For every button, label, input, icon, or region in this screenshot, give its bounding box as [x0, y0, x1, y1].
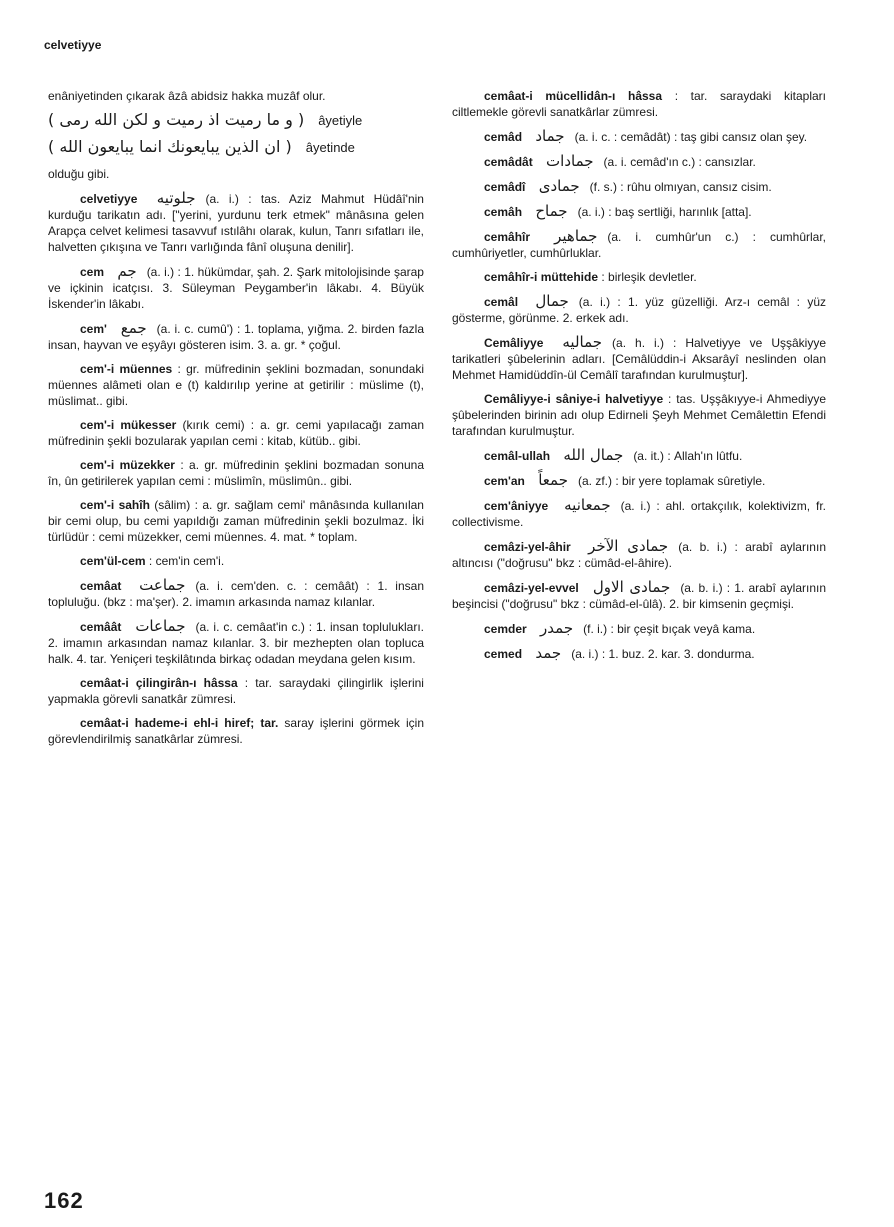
arabic-script: جماد [535, 127, 565, 145]
dictionary-entry [48, 675, 424, 707]
dictionary-entry [48, 88, 424, 104]
left-column [48, 88, 424, 755]
headword: cemâhîr-i müttehide [484, 270, 599, 284]
arabic-script: جماليه [562, 333, 603, 351]
headword: cem'ül-cem [80, 554, 146, 568]
arabic-script: جمع [120, 319, 147, 337]
headword: cemâh [484, 205, 523, 219]
definition: (a. i.) : 1. hükümdar, şah. 2. Şark mitolojisinde şarap ve içkinin icatçısı. 3. Süleyman Peygamber'in lâkabı. 4. Büyük İskender'in lâkabı. [48, 265, 424, 311]
arabic-script: جمعاً [538, 471, 568, 489]
arabic-script: جمد [535, 644, 562, 662]
definition: (a. i. cemâd'ın c.) : cansızlar. [603, 155, 756, 169]
definition: (f. i.) : bir çeşit bıçak veyâ kama. [583, 622, 756, 636]
headword: cem [80, 265, 105, 279]
definition: : cem'in cem'i. [148, 554, 225, 568]
headword: cemâat-i çilingirân-ı hâssa [80, 676, 238, 690]
dictionary-entry [452, 538, 826, 571]
definition: (a. b. i.) : arabî aylarının altıncısı ("doğrusu" bkz : cümâd-el-âhire). [452, 540, 826, 570]
dictionary-entry [452, 269, 826, 285]
dictionary-entry [48, 457, 424, 489]
dictionary-entry [452, 447, 826, 464]
arabic-script: جمادى الاول [592, 578, 671, 596]
headword: cemed [484, 647, 523, 661]
dictionary-entry [452, 391, 826, 439]
headword: Cemâliyye [484, 336, 544, 350]
dictionary-entry [48, 263, 424, 312]
definition: (a. it.) : Allah'ın lûtfu. [633, 449, 743, 463]
headword: cem' [80, 322, 107, 336]
headword: cemâat-i mücellidân-ı hâssa [484, 89, 663, 103]
dictionary-entry [48, 577, 424, 610]
arabic-script: جمادى الآخر [588, 537, 669, 555]
definition: enâniyetinden çıkarak âzâ abidsiz hakka muzâf olur. [48, 89, 326, 103]
definition: : tas. Uşşâkıyye-i Ahmediyye şûbelerinden birinin adı olup Edirneli Şeyh Mehmet Cemâlettin Efendi tarafından kurulmuştur. [452, 392, 826, 438]
definition: (a. i. c. : cemâdât) : taş gibi cansız olan şey. [574, 130, 808, 144]
dictionary-entry [452, 153, 826, 170]
verse-label: âyetinde [305, 140, 355, 155]
arabic-script: جماعت [139, 576, 186, 594]
dictionary-entry [48, 618, 424, 667]
definition: (a. i.) : 1. yüz güzelliği. Arz-ı cemâl : yüz gösterme, görünme. 2. erkek adı. [452, 295, 826, 325]
running-header: celvetiyye [44, 38, 102, 52]
arabic-script: جمادى [538, 177, 580, 195]
definition: (a. h. i.) : Halvetiyye ve Uşşâkiyye tarikatleri şûbelerinin adları. [Cemâlüddin-i Aksarâyî neslinden olan Mehmet Hamidüddîn-ül Cemâlî tarafından kurulmuştur]. [452, 336, 826, 382]
verse-line [48, 139, 424, 156]
headword: celvetiyye [80, 192, 138, 206]
headword: cem'-i müennes [80, 362, 173, 376]
definition: : a. gr. müfredinin şeklini bozmadan sonuna în, ûn getirilerek yapılan cemi : müslimîn, müslimûn.. gibi. [48, 458, 424, 488]
definition: : gr. müfredinin şeklini bozmadan, sonundaki müennes alâmeti olan e (t) kaldırılıp yerine at getirilir : müslime (t), müslimat.. gibi. [48, 362, 424, 408]
arabic-script: جلوتيه [156, 189, 196, 207]
page-number: 162 [44, 1188, 84, 1213]
definition: : tar. saraydaki çilingirlik işlerini yapmakla görevli sanatkâr zümresi. [48, 676, 424, 706]
definition: (a. i. cumhûr'un c.) : cumhûrlar, cumhûriyetler, cumhûrluklar. [452, 230, 827, 260]
headword: cemâl-ullah [484, 449, 551, 463]
definition: (a. i.) : baş sertliği, harınlık [atta]. [577, 205, 752, 219]
dictionary-entry [452, 620, 826, 637]
arabic-script: جماعات [135, 617, 186, 635]
dictionary-entry [48, 361, 424, 409]
arabic-script: جمدر [540, 619, 574, 637]
definition: (a. i.) : tas. Aziz Mahmut Hüdâî'nin kurduğu tarikatın adı. ["yerini, yurdunu terk etmek" mânâsına gelen Arapça celvet kelimesi tasavvuf ıstılâhı olarak, kulun, Tanrı sıfatları ile, halvetten çıkışına ve Tanrı varlığında fânî oluşuna denilir]. [48, 192, 424, 254]
dictionary-entry [452, 203, 826, 220]
verse-label: âyetiyle [318, 113, 363, 128]
definition: (a. i. cem'den. c. : cemâât) : 1. insan topluluğu. (bkz : ma'şer). 2. imamın arkasında namaz kılanlar. [48, 579, 424, 609]
definition: (a. i. c. cumû') : 1. toplama, yığma. 2. birden fazla insan, hayvan ve eşyâyı gösteren isim. 3. a. gr. * çoğul. [48, 322, 424, 352]
headword: cemâat [80, 579, 122, 593]
headword: cem'-i mükesser [80, 418, 177, 432]
headword: cemder [484, 622, 527, 636]
arabic-script: جم [117, 262, 137, 280]
headword: cemâd [484, 130, 523, 144]
headword: cem'-i müzekker [80, 458, 175, 472]
arabic-script: جمعانيه [564, 496, 611, 514]
arabic-script: جمال [535, 292, 569, 310]
dictionary-entry [452, 88, 826, 120]
definition: : tar. saraydaki kitapları ciltlemekle görevli sanatkârlar zümresi. [452, 89, 827, 119]
dictionary-entry [48, 497, 424, 545]
dictionary-entry [452, 497, 826, 530]
definition: : birleşik devletler. [601, 270, 697, 284]
headword: cem'an [484, 474, 525, 488]
dictionary-entry [452, 293, 826, 326]
verse-line [48, 112, 424, 129]
headword: cemâhîr [484, 230, 531, 244]
headword: cemâzi-yel-evvel [484, 581, 579, 595]
arabic-verse: ( ان الذين يبايعونك انما يبايعون الله ) [48, 137, 292, 156]
definition: (a. i.) : 1. buz. 2. kar. 3. dondurma. [571, 647, 755, 661]
headword: cemâdî [484, 180, 526, 194]
dictionary-entry [48, 190, 424, 255]
headword: cemâdât [484, 155, 533, 169]
headword: cem'-i sahîh [80, 498, 150, 512]
definition: olduğu gibi. [48, 167, 110, 181]
dictionary-entry [452, 228, 826, 261]
right-column [452, 88, 826, 670]
dictionary-entry [48, 417, 424, 449]
dictionary-entry [452, 579, 826, 612]
dictionary-entry [452, 334, 826, 383]
dictionary-entry [48, 553, 424, 569]
definition: (a. i. c. cemâat'in c.) : 1. insan toplulukları. 2. imamın arkasından namaz kılanlar. 3. bir mezhepten olan topluca halk. 4. tar. Yeniçeri teşkilâtında birkaç odadan meydana gelen kısım. [48, 620, 424, 666]
headword: cemâzi-yel-âhir [484, 540, 571, 554]
headword: Cemâliyye-i sâniye-i halvetiyye [484, 392, 664, 406]
definition: (kırık cemi) : a. gr. cemi yapılacağı zaman müfredinin şekli bozularak yapılan cemi : kitab, kütüb.. gibi. [48, 418, 424, 448]
definition: (a. b. i.) : 1. arabî aylarının beşincisi ("doğrusu" bkz : cümâd-el-ûlâ). 2. bir kimsenin geçmişi. [452, 581, 826, 611]
dictionary-entry [452, 472, 826, 489]
headword: cemâat-i hademe-i ehl-i hiref; tar. [80, 716, 279, 730]
arabic-script: جماهير [554, 227, 598, 245]
dictionary-entry [452, 128, 826, 145]
dictionary-entry [48, 715, 424, 747]
definition: saray işlerini görmek için görevlendirilmiş sanatkârlar zümresi. [48, 716, 425, 746]
dictionary-entry [452, 178, 826, 195]
headword: cem'âniyye [484, 499, 549, 513]
headword: cemâât [80, 620, 122, 634]
arabic-script: جمال الله [563, 446, 624, 464]
arabic-script: جماح [535, 202, 568, 220]
arabic-script: جمادات [546, 152, 594, 170]
definition: (sâlim) : a. gr. sağlam cemi' mânâsında kullanılan bir cemi olup, bu cemi yapıldığı zaman müfredinin şekli bozulmaz. İki türlüdür : cemi müzekker, cemi müennes. 4. mat. * toplam. [48, 498, 424, 544]
dictionary-entry [48, 166, 424, 182]
arabic-verse: ( و ما رميت اذ رميت و لكن الله رمى ) [48, 110, 305, 129]
definition: (a. zf.) : bir yere toplamak sûretiyle. [577, 474, 766, 488]
definition: (f. s.) : rûhu olmıyan, cansız cisim. [589, 180, 772, 194]
definition: (a. i.) : ahl. ortakçılık, kolektivizm, fr. collectivisme. [452, 499, 826, 529]
dictionary-entry [48, 320, 424, 353]
headword: cemâl [484, 295, 519, 309]
dictionary-entry [452, 645, 826, 662]
